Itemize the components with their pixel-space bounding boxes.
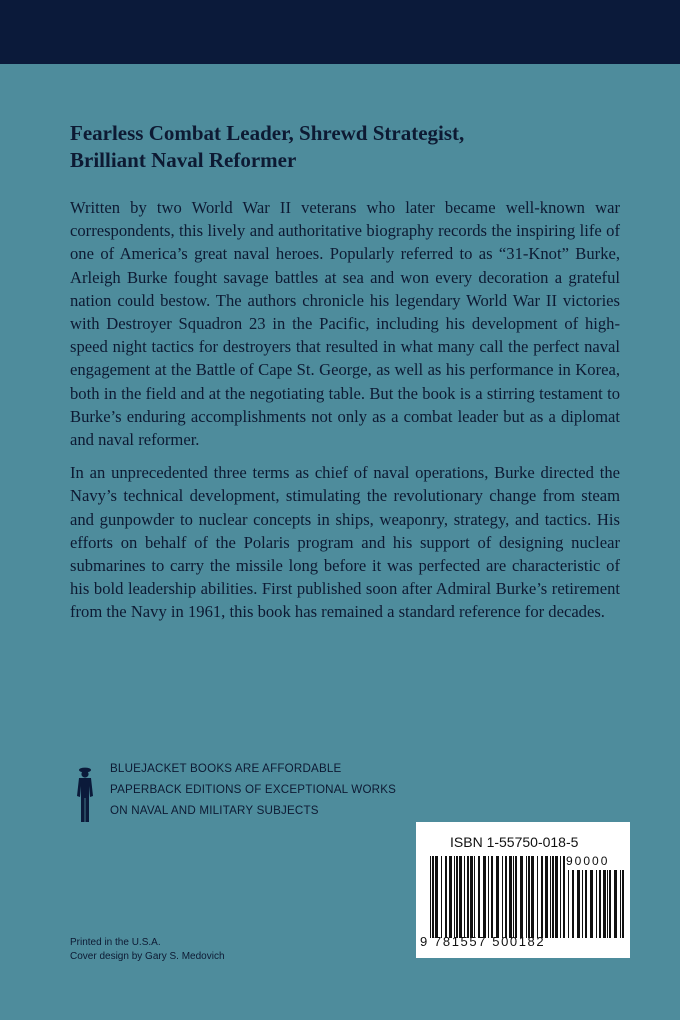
series-note-line-3: ON NAVAL AND MILITARY SUBJECTS — [110, 804, 319, 818]
barcode-bar — [483, 856, 486, 938]
series-note-line-2: PAPERBACK EDITIONS OF EXCEPTIONAL WORKS — [110, 783, 397, 797]
barcode-bar — [520, 856, 523, 938]
barcode-bar — [577, 870, 580, 938]
barcode-bar — [470, 856, 473, 938]
barcode-bar — [596, 870, 597, 938]
barcode-bar — [456, 856, 458, 938]
barcode-bar — [541, 856, 543, 938]
barcode-bar — [488, 856, 489, 938]
barcode-bar — [513, 856, 514, 938]
barcode-bar — [528, 856, 530, 938]
barcode-bar — [435, 856, 438, 938]
isbn-label: ISBN 1-55750-018-5 — [450, 834, 579, 850]
price-code-digits: 90000 — [566, 854, 610, 868]
barcode-bar — [430, 856, 431, 938]
barcode-bar — [599, 870, 601, 938]
credits — [70, 936, 225, 964]
barcode-bar — [505, 856, 507, 938]
barcode-bar — [609, 870, 611, 938]
isbn-barcode-box — [416, 822, 630, 958]
cover-design-credit: Cover design by Gary S. Medovich — [70, 951, 225, 962]
barcode-bar — [552, 856, 554, 938]
barcode-bar — [537, 856, 538, 938]
blurb-body — [70, 196, 620, 634]
barcode-bar — [496, 856, 499, 938]
barcode-bar — [441, 856, 442, 938]
series-note — [110, 758, 430, 822]
barcode-bar — [467, 856, 469, 938]
barcode-bar — [582, 870, 583, 938]
blurb-paragraph-1: Written by two World War II veterans who later became well-known war correspondents, this lively and authoritative biography records the inspiring life of one of America’s great naval heroes. Popularly referred to as “31-Knot” Burke, Arleigh Burke fought savage battles at sea and won every decoration a grateful nation could bestow. The authors chronicle his legendary World War II victories with Destroyer Squadron 23 in the Pacific, including his development of high-speed night tactics for destroyers that resulted in what many call the perfect naval engagement at the Battle of Cape St. George, as well as his performance in Korea, both in the field and at the negotiating table. But the book is a stirring testament to Burke’s enduring accomplishments not only as a combat leader but as a diplomat and naval reformer. — [70, 198, 620, 450]
barcode-bar — [478, 856, 480, 938]
barcode-bar — [459, 856, 462, 938]
headline-line-2: Brilliant Naval Reformer — [70, 148, 297, 172]
barcode-bar — [607, 870, 608, 938]
barcode-bar — [531, 856, 534, 938]
barcode-bar — [509, 856, 512, 938]
barcode-bar — [474, 856, 475, 938]
barcode-bar — [568, 870, 569, 938]
barcode-bar — [555, 856, 558, 938]
back-cover-headline — [70, 120, 630, 174]
barcode-bar — [622, 870, 624, 938]
barcode-bar — [572, 870, 574, 938]
barcode-bar — [545, 856, 548, 938]
barcode-bar — [585, 870, 587, 938]
sailor-silhouette-icon — [72, 766, 98, 824]
barcode-bar — [515, 856, 517, 938]
barcode-bar — [502, 856, 503, 938]
blurb-paragraph-2: In an unprecedented three terms as chief of naval operations, Burke directed the Navy’s technical development, stimulating the revolutionary change from steam and gunpowder to nuclear concepts in ships, weaponry, strategy, and tactics. His efforts on behalf of the Polaris program and his support of designing nuclear submarines to carry the missile long before it was perfected are characteristic of his bold leadership abilities. First published soon after Admiral Burke’s retirement from the Navy in 1961, this book has remained a standard reference for decades. — [70, 463, 620, 622]
barcode-bar — [560, 856, 561, 938]
barcode-bar — [491, 856, 493, 938]
barcode-bar — [464, 856, 465, 938]
barcode-bar — [454, 856, 455, 938]
printed-in-credit: Printed in the U.S.A. — [70, 937, 161, 948]
barcode-bar — [620, 870, 621, 938]
barcode-bar — [590, 870, 593, 938]
headline-line-1: Fearless Combat Leader, Shrewd Strategist, — [70, 121, 465, 145]
barcode-bar — [603, 870, 606, 938]
barcode-bar — [563, 856, 565, 938]
barcode-bar — [449, 856, 452, 938]
barcode-bar — [432, 856, 434, 938]
series-note-line-1: BLUEJACKET BOOKS ARE AFFORDABLE — [110, 762, 342, 775]
barcode-bar — [445, 856, 447, 938]
top-navy-band — [0, 0, 680, 64]
barcode-bar — [550, 856, 551, 938]
ean-digits: 9 781557 500182 — [420, 934, 546, 949]
barcode-bar — [614, 870, 617, 938]
barcode-bar — [526, 856, 527, 938]
